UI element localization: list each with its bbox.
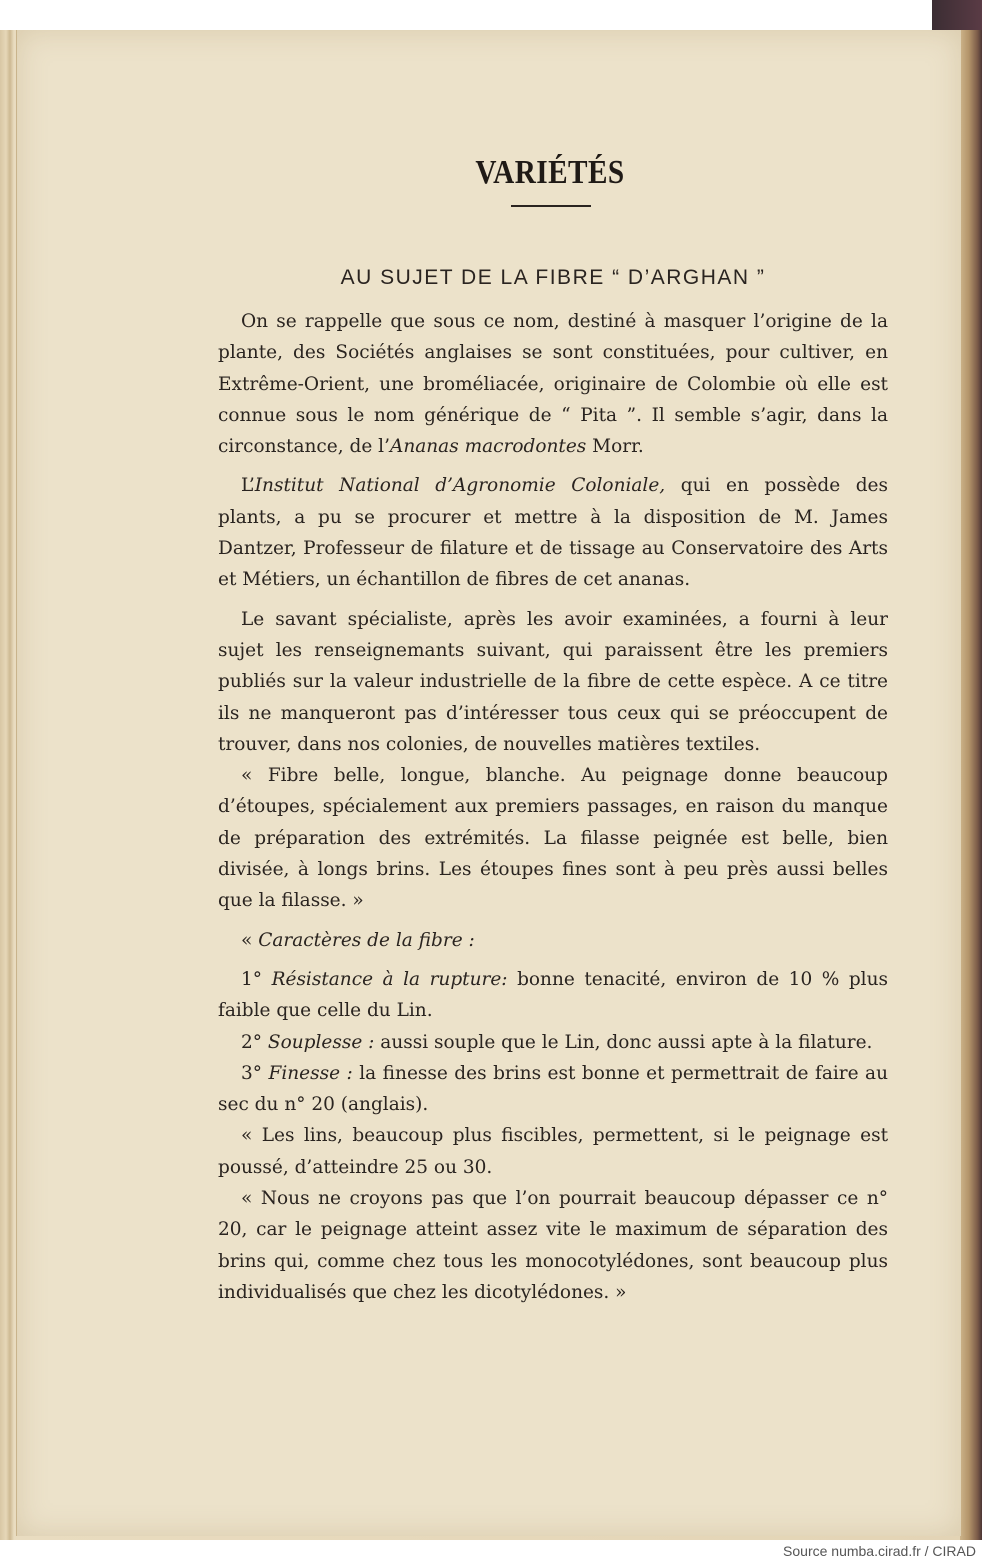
paragraph-intro [218, 306, 888, 462]
title-rule [511, 205, 591, 207]
paragraph-conclusion: « Nous ne croyons pas que l’on pourrait beaucoup dépasser ce n° 20, car le peignage atteint assez vite le maximum de séparation des brins qui, comme chez tous les monocotylédones, sont beaucoup plus individualisés que chez les dicotylédones. » [218, 1188, 888, 1303]
paragraph-characteristics-heading [218, 925, 888, 956]
list-number: 3° [241, 1062, 263, 1084]
list-text: aussi souple que le Lin, donc aussi apte à la filature. [374, 1031, 873, 1053]
source-credit: Source numba.cirad.fr / CIRAD [783, 1543, 976, 1559]
paragraph-text: qui en possède des plants, a pu se procurer et mettre à la disposition de M. James Dantzer, Professeur de filature et de tissage au Conservatoire des Arts et Métiers, un échantillon de fibres de cet ananas. [218, 475, 888, 591]
list-item-resistance [218, 964, 888, 1027]
book-spine-edge [960, 30, 982, 1540]
paragraph-text: On se rappelle que sous ce nom, destiné à masquer l’origine de la plante, des Sociétés anglaises se sont constituées, pour cultiver, en Extrême-Orient, une broméliacée, originaire de Colombie où elle est connue sous le nom générique de “ Pita ”. Il semble s’agir, dans la circonstance, de l’ [218, 311, 888, 458]
paragraph-institute [218, 470, 888, 595]
article-heading: AU SUJET DE LA FIBRE “ D’ARGHAN ” [340, 266, 766, 289]
list-label: Finesse : [268, 1062, 353, 1084]
paragraph-specialist: Le savant spécialiste, après les avoir examinées, a fourni à leur sujet les renseignemants suivant, qui paraissent être les premiers publiés sur la valeur industrielle de la fibre de cette espèce. A ce titre ils ne manqueront pas d’intéresser tous ceux qui se préoccupent de trouver, dans nos colonies, de nouvelles matières textiles. [218, 608, 888, 755]
page-title: VARIÉTÉS [475, 154, 625, 191]
species-name: Ananas macrodontes [389, 436, 587, 458]
quote-mark: « [241, 929, 259, 951]
characteristics-heading: Caractères de la fibre : [258, 929, 475, 951]
paragraph-text: L’ [241, 475, 255, 497]
list-text: la finesse des brins est bonne et permettrait de faire au sec du n° 20 (anglais). [218, 1062, 888, 1116]
paragraph-quote-fibre: « Fibre belle, longue, blanche. Au peignage donne beaucoup d’étoupes, spécialement aux premiers passages, en raison du manque de préparation des extrémités. La filasse peignée est belle, bien divisée, à longs brins. Les étoupes fines sont à peu près aussi belles que la filasse. » [218, 765, 888, 912]
paragraph-text: Morr. [586, 436, 644, 458]
top-margin-strip [0, 0, 940, 30]
list-number: 2° [241, 1031, 263, 1053]
institute-name: Institut National d’Agronomie Coloniale, [254, 475, 666, 497]
list-number: 1° [241, 968, 263, 990]
list-label: Résistance à la rupture: [271, 968, 508, 990]
list-item-souplesse [218, 1027, 888, 1058]
list-item-finesse [218, 1058, 888, 1121]
article-body [218, 306, 888, 1308]
list-text: bonne tenacité, environ de 10 % plus faible que celle du Lin. [218, 968, 889, 1022]
list-label: Souplesse : [267, 1031, 375, 1053]
paragraph-lins: « Les lins, beaucoup plus fiscibles, permettent, si le peignage est poussé, d’atteindre 25 ou 30. [218, 1125, 888, 1178]
book-cover-corner [932, 0, 982, 30]
